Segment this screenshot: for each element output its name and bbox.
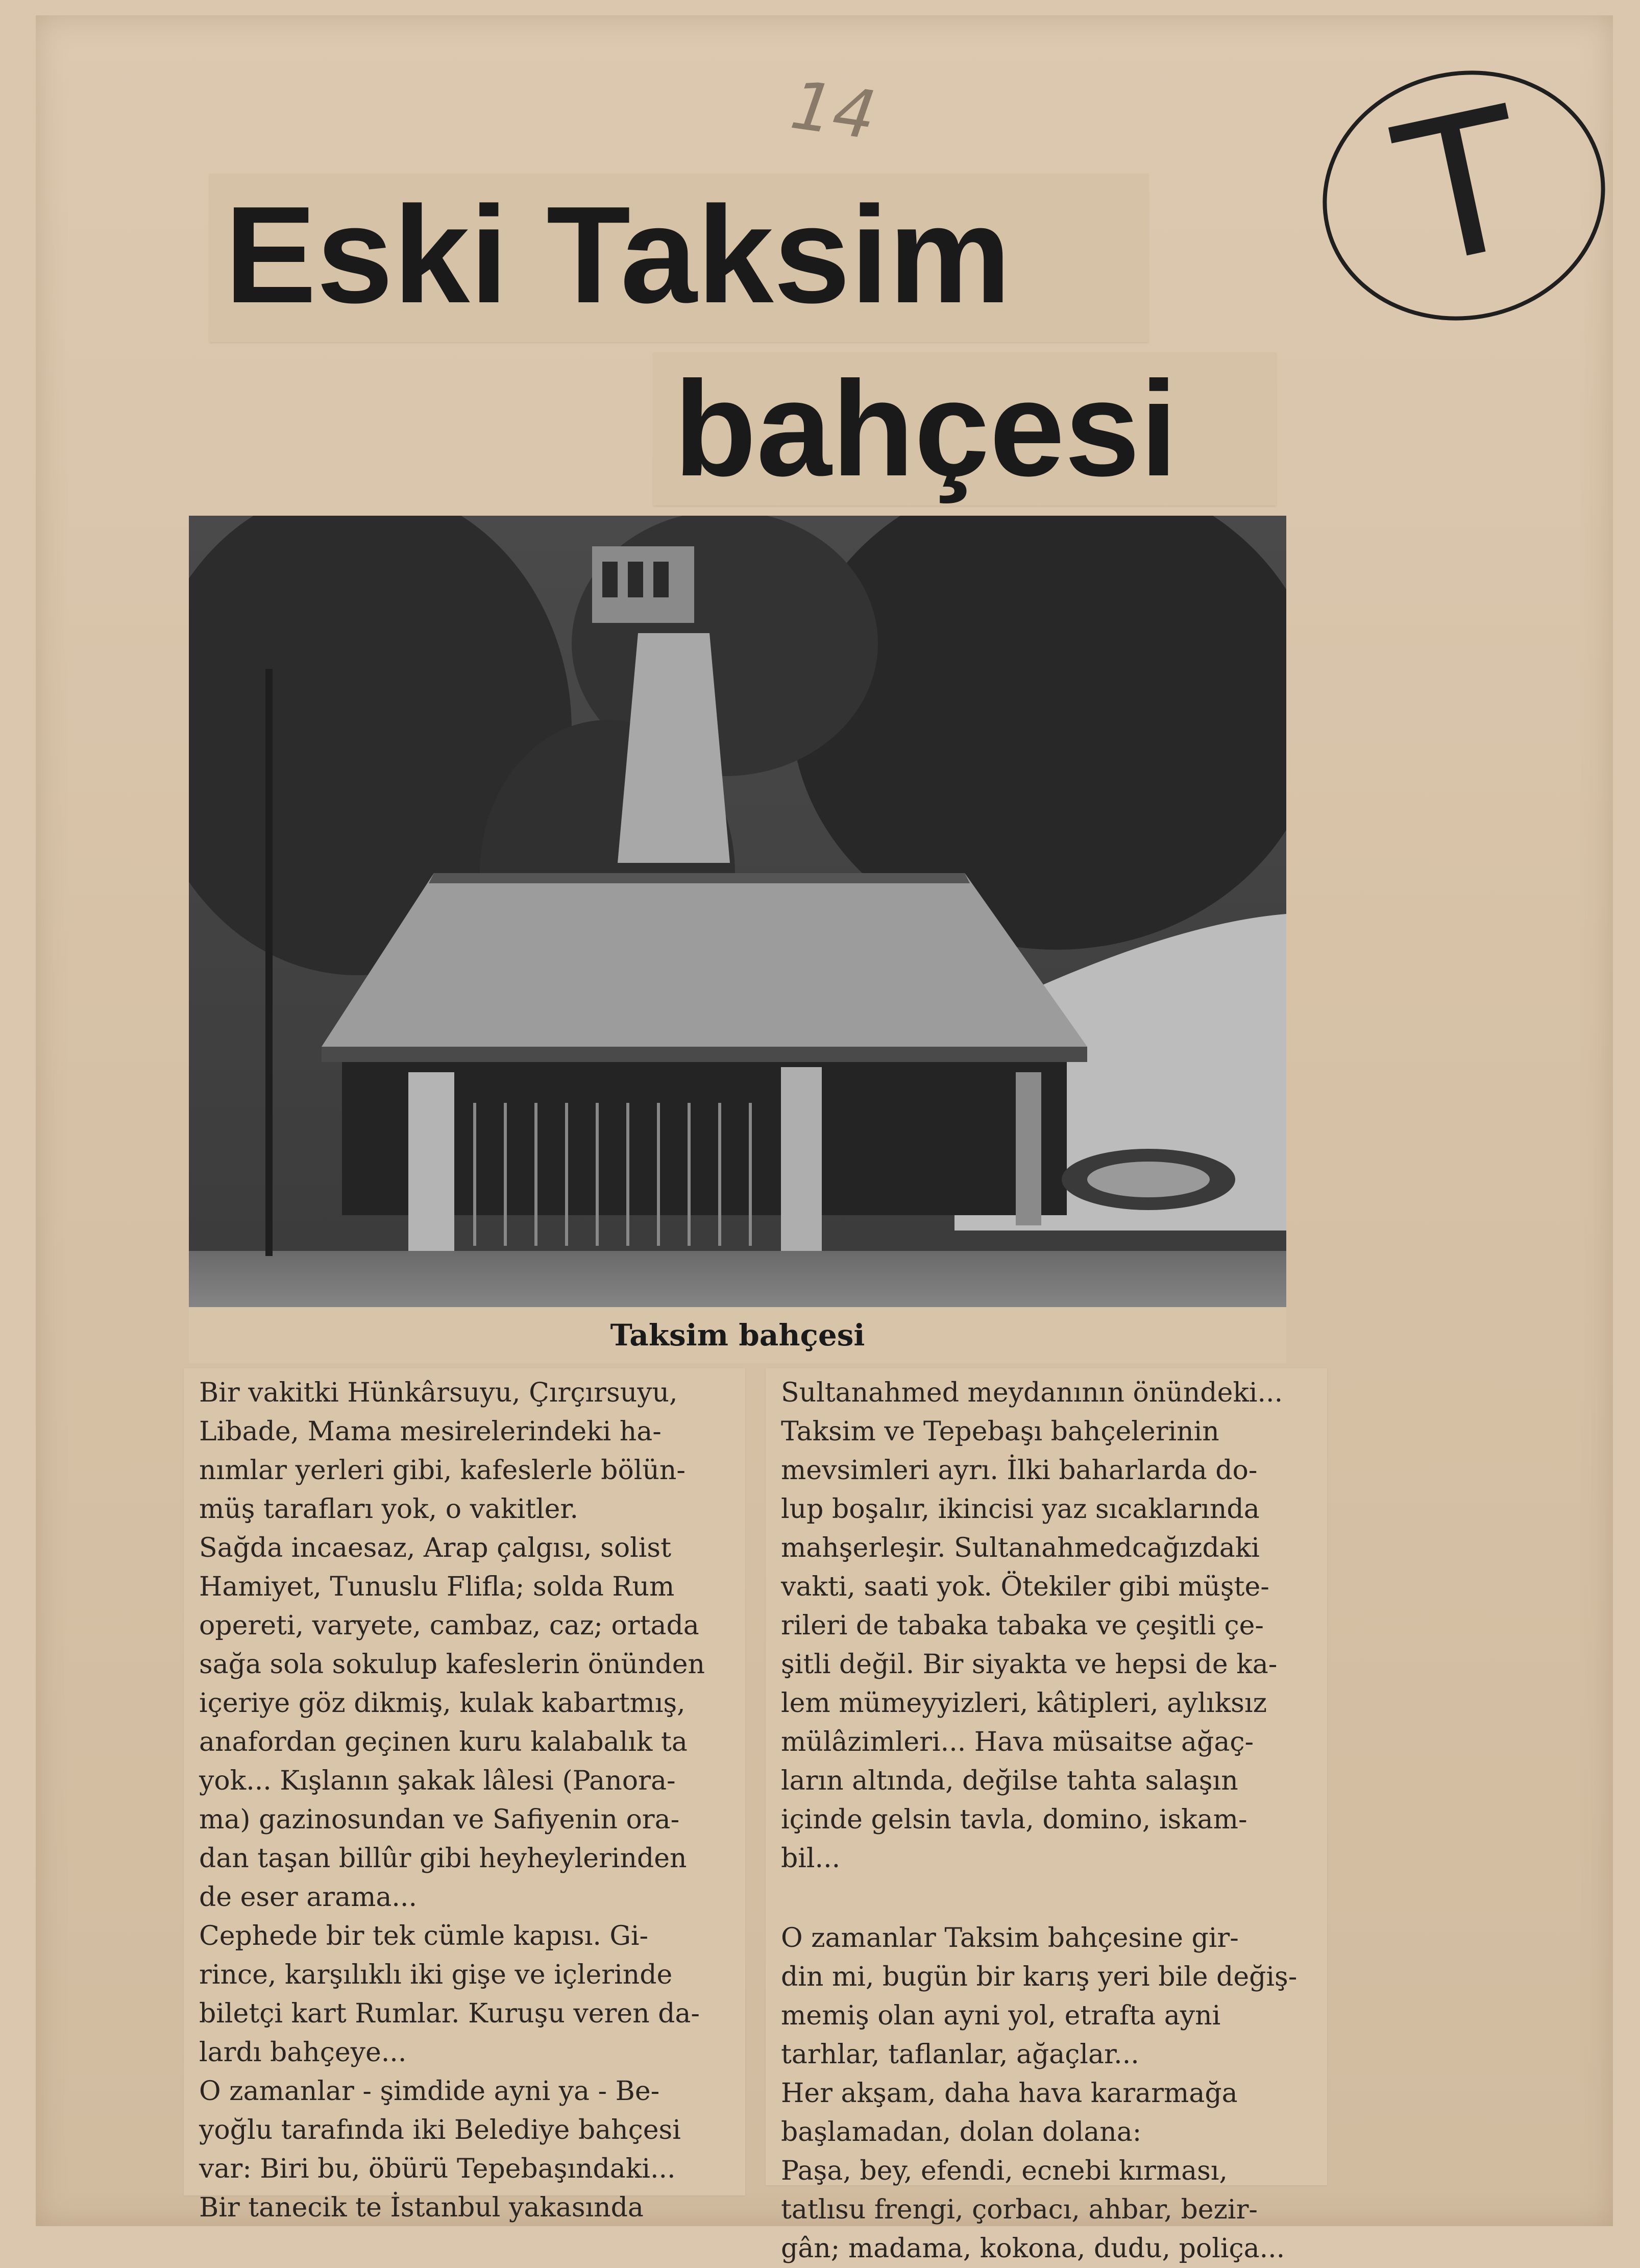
handwritten-page-number: 14 [786, 66, 881, 155]
article-line: müş tarafları yok, o vakitler. [199, 1494, 579, 1525]
headline-line-1: Eski Taksim [225, 178, 1011, 332]
article-line: biletçi kart Rumlar. Kuruşu veren da- [199, 1998, 700, 2029]
headline-line-2: bahçesi [674, 353, 1178, 504]
circled-letter: T [1381, 65, 1544, 311]
article-line: rileri de tabaka tabaka ve çeşitli çe- [781, 1610, 1264, 1641]
circled-letter-mark [1300, 45, 1629, 347]
article-line: lardı bahçeye... [199, 2037, 407, 2068]
article-line: nımlar yerleri gibi, kafeslerle bölün- [199, 1455, 686, 1486]
article-line: bil... [781, 1843, 841, 1874]
article-line: mevsimleri ayrı. İlki baharlarda do- [781, 1455, 1258, 1486]
article-line: gân; madama, kokona, dudu, poliça... [781, 2233, 1285, 2264]
headline-line-1-box [209, 174, 1148, 342]
article-line: şitli değil. Bir siyakta ve hepsi de ka- [781, 1649, 1278, 1680]
garden-photo [189, 516, 1286, 1353]
article-line: var: Biri bu, öbürü Tepebaşındaki... [199, 2154, 676, 2184]
article-column-right-text [766, 1368, 1327, 2268]
article-line: tatlısu frengi, çorbacı, ahbar, bezir- [781, 2194, 1258, 2225]
article-column-left-text [184, 1368, 745, 2227]
article-line: memiş olan ayni yol, etrafta ayni [781, 2000, 1221, 2031]
article-line: Cephede bir tek cümle kapısı. Gi- [199, 1921, 649, 1951]
article-line: Bir tanecik te İstanbul yakasında [199, 2192, 644, 2223]
article-line: mahşerleşir. Sultanahmedcağızdaki [781, 1533, 1260, 1563]
article-line: lup boşalır, ikincisi yaz sıcaklarında [781, 1494, 1260, 1525]
article-line: din mi, bugün bir karış yeri bile değiş- [781, 1962, 1298, 1992]
article-column-right [766, 1368, 1327, 2264]
article-line: Bir vakitki Hünkârsuyu, Çırçırsuyu, [199, 1378, 678, 1408]
headline-line-2-box [653, 352, 1276, 505]
article-column-left [184, 1368, 745, 2223]
article-line: Paşa, bey, efendi, ecnebi kırması, [781, 2156, 1228, 2186]
article-line: O zamanlar Taksim bahçesine gir- [781, 1923, 1239, 1953]
article-line: ma) gazinosundan ve Safiyenin ora- [199, 1804, 680, 1835]
article-line: Sultanahmed meydanının önündeki... [781, 1378, 1283, 1408]
article-line: Taksim ve Tepebaşı bahçelerinin [781, 1416, 1219, 1447]
article-line: ların altında, değilse tahta salaşın [781, 1766, 1238, 1796]
article-line: Hamiyet, Tunuslu Flifla; solda Rum [199, 1572, 675, 1602]
article-line: tarhlar, taflanlar, ağaçlar... [781, 2039, 1139, 2070]
article-line: Her akşam, daha hava kararmağa [781, 2078, 1238, 2109]
article-line: lem mümeyyizleri, kâtipleri, aylıksız [781, 1688, 1267, 1719]
photo-caption: Taksim bahçesi [189, 1307, 1286, 1363]
article-line: yok... Kışlanın şakak lâlesi (Panora- [199, 1766, 676, 1796]
article-line: yoğlu tarafında iki Belediye bahçesi [199, 2115, 681, 2145]
article-line: vakti, saati yok. Ötekiler gibi müşte- [781, 1572, 1269, 1602]
garden-photo-image [189, 516, 1286, 1353]
article-line: de eser arama... [199, 1882, 417, 1913]
article-line: mülâzimleri... Hava müsaitse ağaç- [781, 1727, 1254, 1757]
article-line: dan taşan billûr gibi heyheylerinden [199, 1843, 687, 1874]
article-line: O zamanlar - şimdide ayni ya - Be- [199, 2076, 660, 2107]
article-line: Libade, Mama mesirelerindeki ha- [199, 1416, 662, 1447]
article-line: içinde gelsin tavla, domino, iskam- [781, 1804, 1247, 1835]
article-line: içeriye göz dikmiş, kulak kabartmış, [199, 1688, 686, 1719]
paragraph-gap [781, 1878, 1317, 1919]
article-line: sağa sola sokulup kafeslerin önünden [199, 1649, 705, 1680]
article-line: Sağda incaesaz, Arap çalgısı, solist [199, 1533, 672, 1563]
article-line: rince, karşılıklı iki gişe ve içlerinde [199, 1960, 673, 1990]
article-line: anafordan geçinen kuru kalabalık ta [199, 1727, 688, 1757]
article-line: başlamadan, dolan dolana: [781, 2117, 1142, 2148]
article-line: opereti, varyete, cambaz, caz; ortada [199, 1610, 699, 1641]
